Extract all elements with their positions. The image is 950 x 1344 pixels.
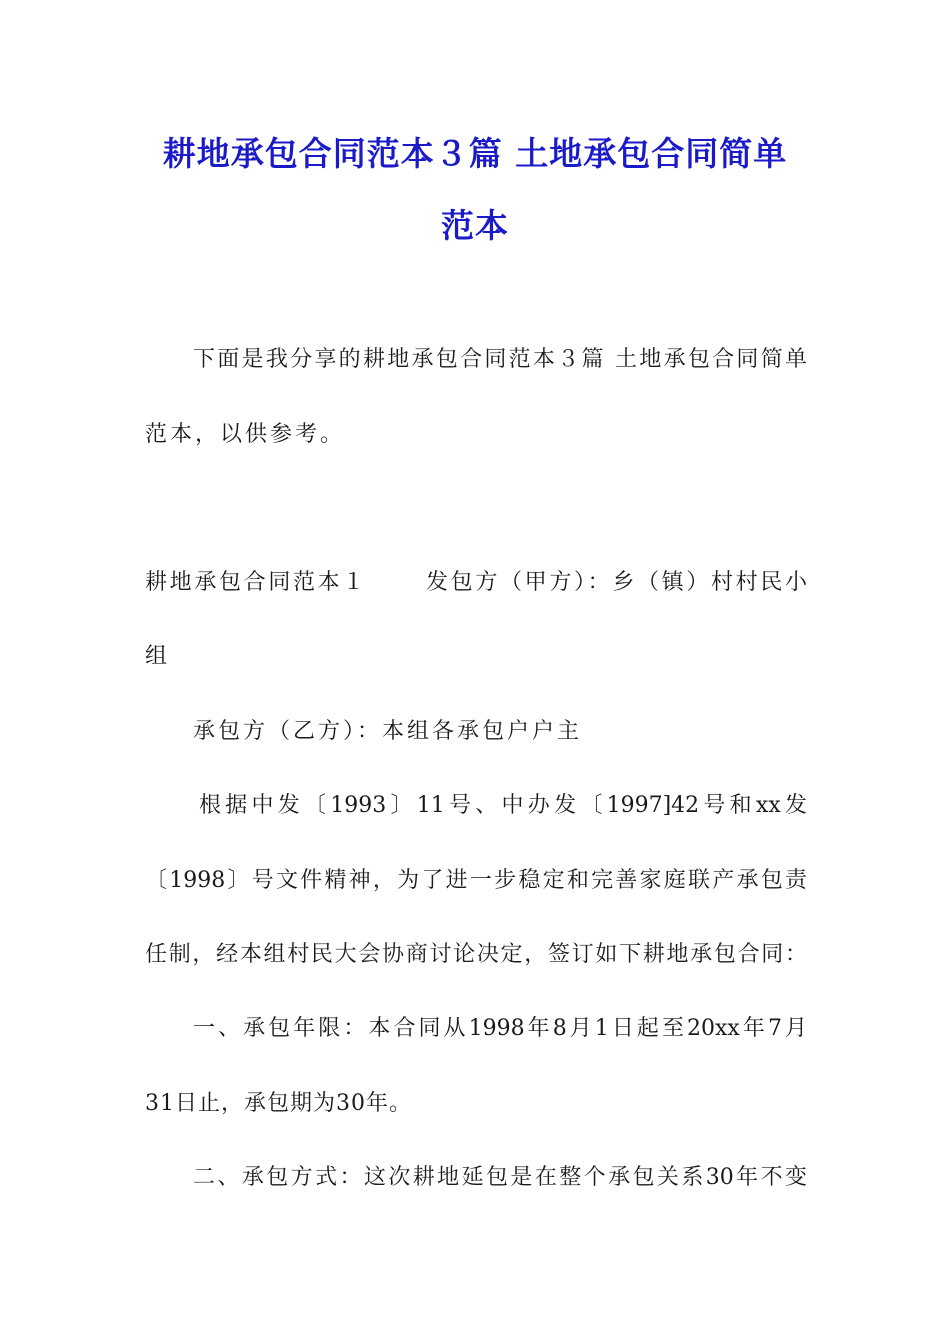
intro-paragraph-line-2: 范本，以供参考。	[145, 422, 346, 447]
basis-paragraph-line-1: 根据中发〔1993〕11号、中办发〔1997]42号和xx发	[199, 793, 807, 818]
intro-paragraph-line-1: 下面是我分享的耕地承包合同范本３篇 土地承包合同简单	[193, 347, 807, 372]
section-1-heading-line-2: 组	[145, 644, 171, 669]
term-clause-line-1: 一、承包年限：本合同从1998年8月1日起至20xx年7月	[193, 1016, 807, 1041]
section-1-heading-line-1: 耕地承包合同范本１ 发包方（甲方）：乡（镇）村村民小	[145, 570, 807, 595]
term-clause-line-2: 31日止，承包期为30年。	[145, 1091, 412, 1116]
basis-paragraph-line-2: 〔1998〕号文件精神，为了进一步稳定和完善家庭联产承包责	[145, 868, 807, 893]
method-clause-line-1: 二、承包方式：这次耕地延包是在整个承包关系30年不变	[193, 1165, 807, 1190]
party-b-line: 承包方（乙方）：本组各承包户户主	[193, 719, 583, 744]
basis-paragraph-line-3: 任制，经本组村民大会协商讨论决定，签订如下耕地承包合同：	[145, 942, 807, 967]
document-title-line-2: 范本	[441, 206, 509, 245]
document-title-line-1: 耕地承包合同范本３篇 土地承包合同简单	[162, 134, 788, 173]
